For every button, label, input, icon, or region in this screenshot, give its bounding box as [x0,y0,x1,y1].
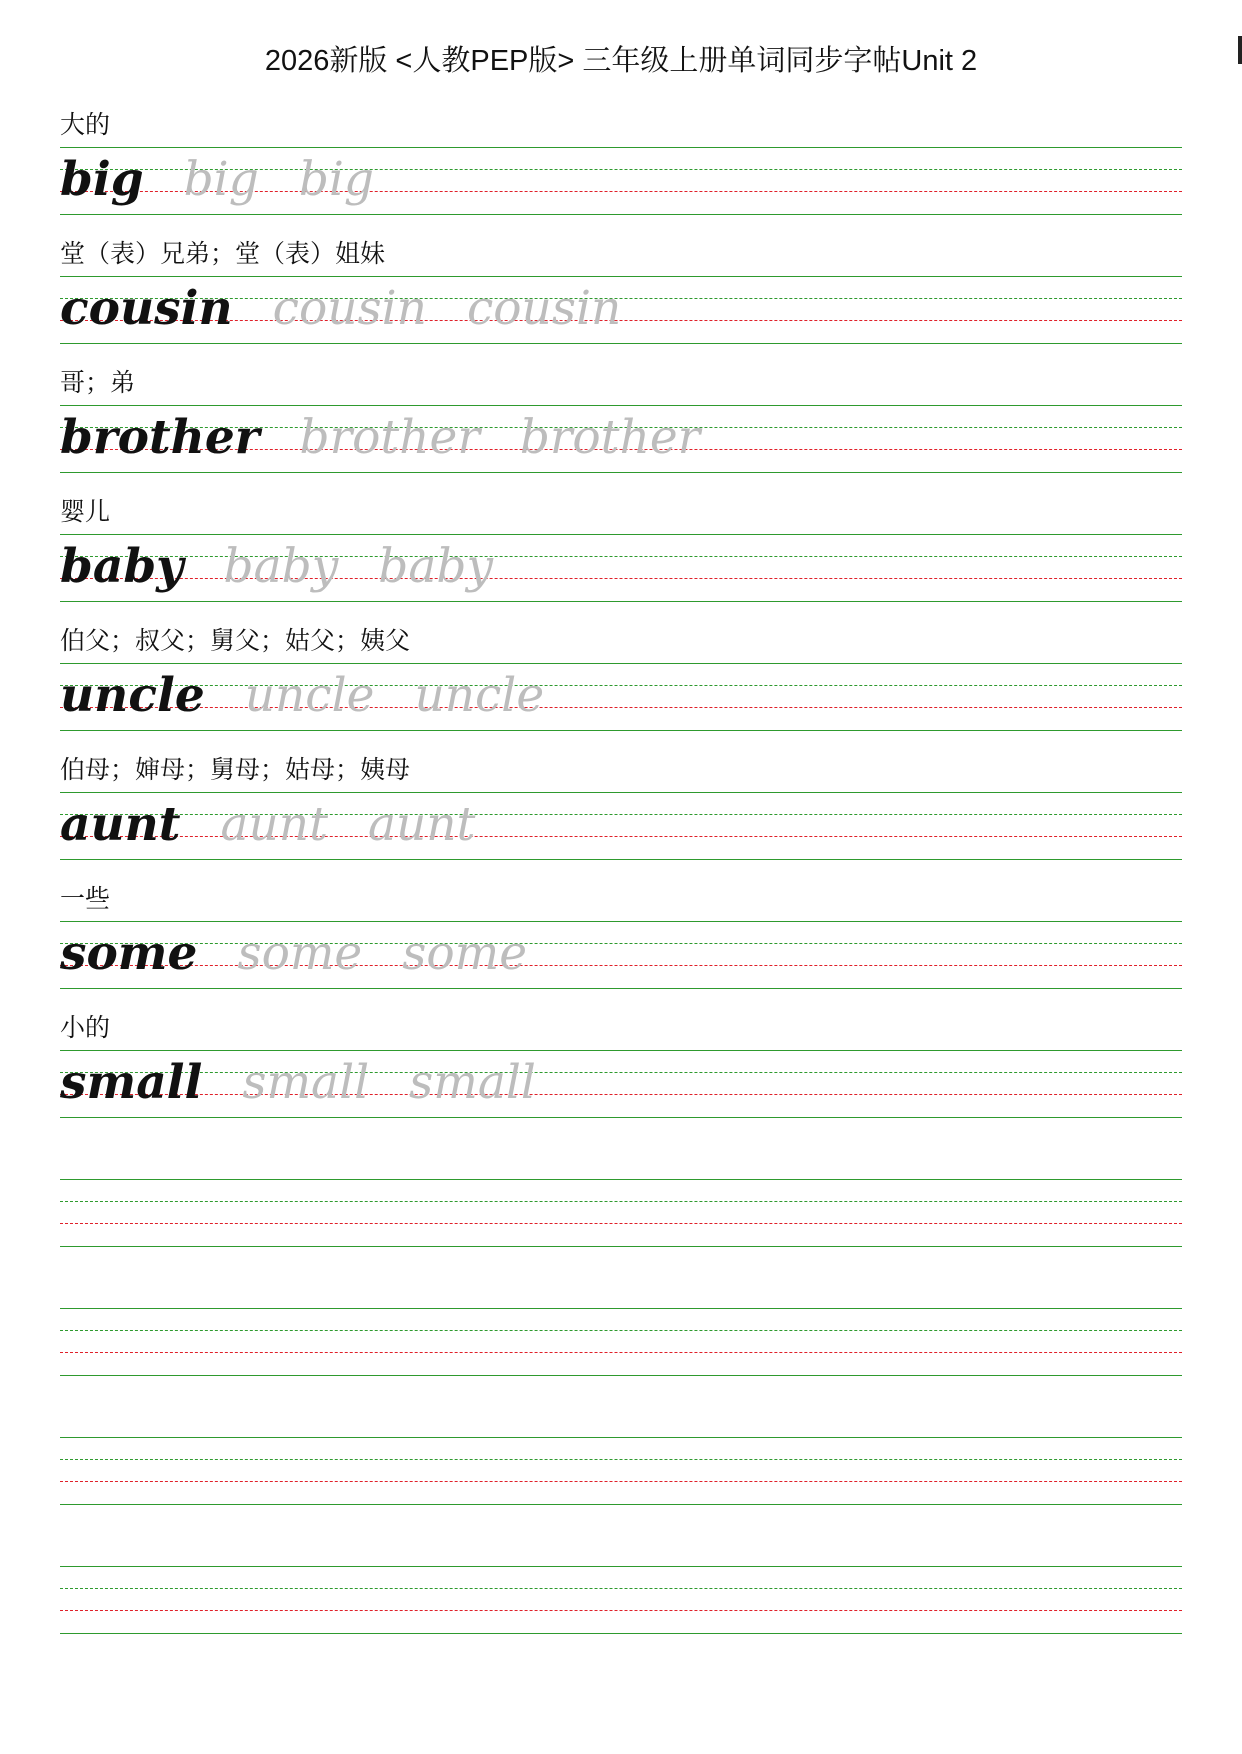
chinese-meaning: 伯父；叔父；舅父；姑父；姨父 [60,626,411,655]
blank-practice-row [60,1268,1182,1398]
chinese-meaning: 哥；弟 [60,368,136,397]
trace-word: baby [378,539,493,594]
trace-word: brother [299,410,480,465]
ruling-baseline-red [60,1352,1182,1353]
trace-word: some [237,926,363,981]
word-entry [60,1010,1182,1140]
english-word: cousin [60,281,233,336]
ruling-bottom-line [60,1246,1182,1247]
practice-words [60,914,527,994]
trace-word: baby [223,539,339,594]
chinese-meaning: 伯母；婶母；舅母；姑母；姨母 [60,755,411,784]
word-entry [60,107,1182,237]
chinese-meaning: 堂（表）兄弟；堂（表）姐妹 [60,239,386,268]
trace-word: uncle [414,668,545,723]
trace-word: aunt [220,797,328,852]
blank-practice-row [60,1139,1182,1269]
word-entry [60,623,1182,753]
ruling-top-line [60,1308,1182,1309]
trace-word: small [242,1055,370,1110]
ruling-top-line [60,1566,1182,1567]
ruling-bottom-line [60,1633,1182,1634]
ruling-baseline-red [60,1223,1182,1224]
trace-word: uncle [244,668,375,723]
ruling-upper-dashed-line [60,1588,1182,1589]
ruling-bottom-line [60,1504,1182,1505]
practice-words [60,656,544,736]
chinese-meaning: 大的 [60,110,111,139]
english-word: big [60,152,144,207]
practice-words [60,785,475,865]
word-entry [60,752,1182,882]
practice-words [60,1043,536,1123]
chinese-meaning: 一些 [60,884,111,913]
ruling-top-line [60,1179,1182,1180]
chinese-meaning: 小的 [60,1013,111,1042]
english-word: small [60,1055,203,1110]
trace-word: big [183,152,259,207]
trace-word: cousin [272,281,427,336]
page-title: 2026新版 <人教PEP版> 三年级上册单词同步字帖Unit 2 [264,45,978,77]
english-word: aunt [60,797,181,852]
ruling-baseline-red [60,1610,1182,1611]
ruling-upper-dashed-line [60,1330,1182,1331]
chinese-meaning: 婴儿 [60,497,111,526]
ruling-bottom-line [60,1375,1182,1376]
english-word: baby [60,539,184,594]
trace-word: big [298,152,375,207]
trace-word: brother [519,410,701,465]
practice-words [60,140,374,220]
edge-mark [1238,36,1242,64]
trace-word: aunt [367,797,476,852]
ruling-top-line [60,1437,1182,1438]
word-entry [60,881,1182,1011]
english-word: brother [60,410,260,465]
trace-word: some [402,926,528,981]
practice-words [60,527,493,607]
practice-words [60,398,700,478]
ruling-upper-dashed-line [60,1459,1182,1460]
word-entry [60,494,1182,624]
ruling-upper-dashed-line [60,1201,1182,1202]
trace-word: cousin [466,281,622,336]
word-entry [60,236,1182,366]
ruling-baseline-red [60,1481,1182,1482]
practice-words [60,269,621,349]
english-word: uncle [60,668,205,723]
word-entry [60,365,1182,495]
english-word: some [60,926,198,981]
trace-word: small [409,1055,536,1110]
blank-practice-row [60,1526,1182,1656]
blank-practice-row [60,1397,1182,1527]
